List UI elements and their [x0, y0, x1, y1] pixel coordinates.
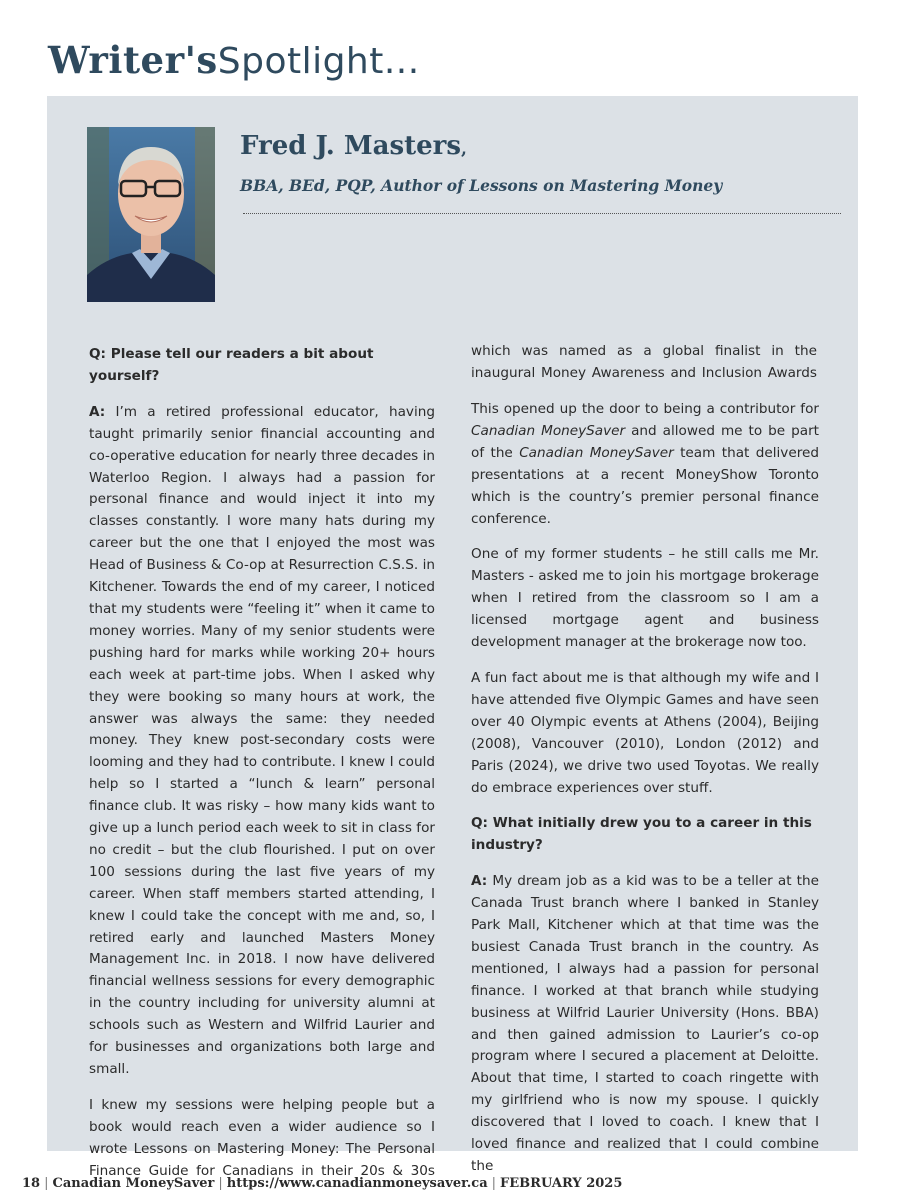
- author-name-text: Fred J. Masters: [240, 131, 462, 161]
- footer-issue: FEBRUARY 2025: [500, 1176, 623, 1191]
- answer-1-paragraph-2-continued: [471, 341, 819, 385]
- header-title-bold: Writer's: [48, 38, 218, 82]
- page-footer: [22, 1176, 622, 1191]
- answer-2-text: My dream job as a kid was to be a teller at the Canada Trust branch where I banked in Stanley Park Mall, Kitchener which at that time was the busiest Canada Trust branch in the country. As mentioned, I always had a passion for personal finance. I worked at that branch while studying business at Wilfrid Laurier University (Hons. BBA) and then gained admission to Laurier’s co-op program where I secured a placement at Deloitte. About that time, I started to coach ringette with my girlfriend who is now my spouse. I quickly discovered that I loved to coach. I knew that I loved finance and realized that I could combine the: [471, 873, 819, 1174]
- answer-1-text: I’m a retired professional educator, having taught primarily senior financial accounting and co-operative education for nearly three decades in Waterloo Region. I always had a passion for personal finance and would inject it into my classes constantly. I wore many hats during my career but the one that I enjoyed the most was Head of Business & Co-op at Resurrection C.S.S. in Kitchener. Towards the end of my career, I noticed that my students were “feeling it” when it came to money worries. Many of my senior students were pushing hard for marks while working 20+ hours each week at part-time jobs. When I asked why they were booking so many hours at work, the answer was always the same: they needed money. They knew post-secondary costs were looming and they had to contribute. I knew I could help so I started a “lunch & learn” personal finance club. It was risky – how many kids want to give up a lunch period each week to sit in class for no credit – but the club flourished. I put on over 100 sessions during the last five years of my career. When staff members started attending, I knew I could take the concept with me and, so, I retired early and launched Masters Money Management Inc. in 2018. I now have delivered financial wellness sessions for every demographic in the country including for university alumni at schools such as Western and Wilfrid Laurier and for businesses and organizations both large and small.: [89, 403, 435, 1077]
- answer-1-paragraph-3: [471, 399, 819, 530]
- footer-separator: |: [491, 1176, 497, 1191]
- footer-page-number: 18: [22, 1176, 41, 1191]
- author-credentials: BBA, BEd, PQP, Author of Lessons on Mastering Money: [240, 176, 723, 195]
- author-photo: [87, 127, 215, 302]
- paragraph-3-text-c: team that delivered presentations at a recent MoneyShow Toronto which is the country’s premier personal finance conference.: [471, 444, 819, 527]
- footer-separator: |: [44, 1176, 49, 1191]
- answer-1-paragraph-5: A fun fact about me is that although my wife and I have attended five Olympic Games and have seen over 40 Olympic events at Athens (2004), Beijing (2008), Vancouver (2010), London (2012) and Paris (2024), we drive two used Toyotas. We really do embrace experiences over stuff.: [471, 669, 819, 796]
- answer-1-paragraph-2: I knew my sessions were helping people but a book would reach even a wider audience so I wrote Lessons on Mastering Money: The Personal Finance Guide for Canadians in their 20s & 30s: [89, 1096, 435, 1179]
- answer-2-paragraph-1: [471, 871, 819, 1178]
- footer-url[interactable]: https://www.canadianmoneysaver.ca: [226, 1176, 488, 1191]
- magazine-name-italic: Canadian MoneySaver: [471, 422, 626, 439]
- answer-1-paragraph-4: One of my former students – he still calls me Mr. Masters - asked me to join his mortgage brokerage when I retired from the classroom so I am a licensed mortgage agent and business development manager at the brokerage now too.: [471, 546, 819, 651]
- author-name-comma: ,: [461, 139, 467, 159]
- footer-separator: |: [218, 1176, 223, 1191]
- dotted-divider: [243, 213, 841, 214]
- header-title-light: Spotlight...: [217, 41, 420, 82]
- answer-label: A:: [89, 403, 106, 420]
- answer-2-label: A:: [471, 873, 488, 890]
- question-2: Q: What initially drew you to a career in this industry?: [471, 815, 812, 854]
- author-name: [240, 131, 467, 161]
- magazine-name-italic-2: Canadian MoneySaver: [519, 444, 674, 461]
- answer-1-paragraph-1: [89, 402, 435, 1081]
- article-column-right: [471, 341, 819, 1192]
- page-header: [48, 38, 420, 88]
- footer-magazine: Canadian MoneySaver: [52, 1176, 215, 1191]
- article-column-left: [89, 344, 435, 1197]
- paragraph-3-text-b: and allowed me to be part of the: [471, 422, 819, 461]
- question-1: Q: Please tell our readers a bit about yourself?: [89, 346, 374, 384]
- answer-1-paragraph-2-tail: which was named as a global finalist in the inaugural Money Awareness and Inclusion Awards: [471, 342, 817, 381]
- paragraph-3-text-a: This opened up the door to being a contributor for: [471, 401, 819, 417]
